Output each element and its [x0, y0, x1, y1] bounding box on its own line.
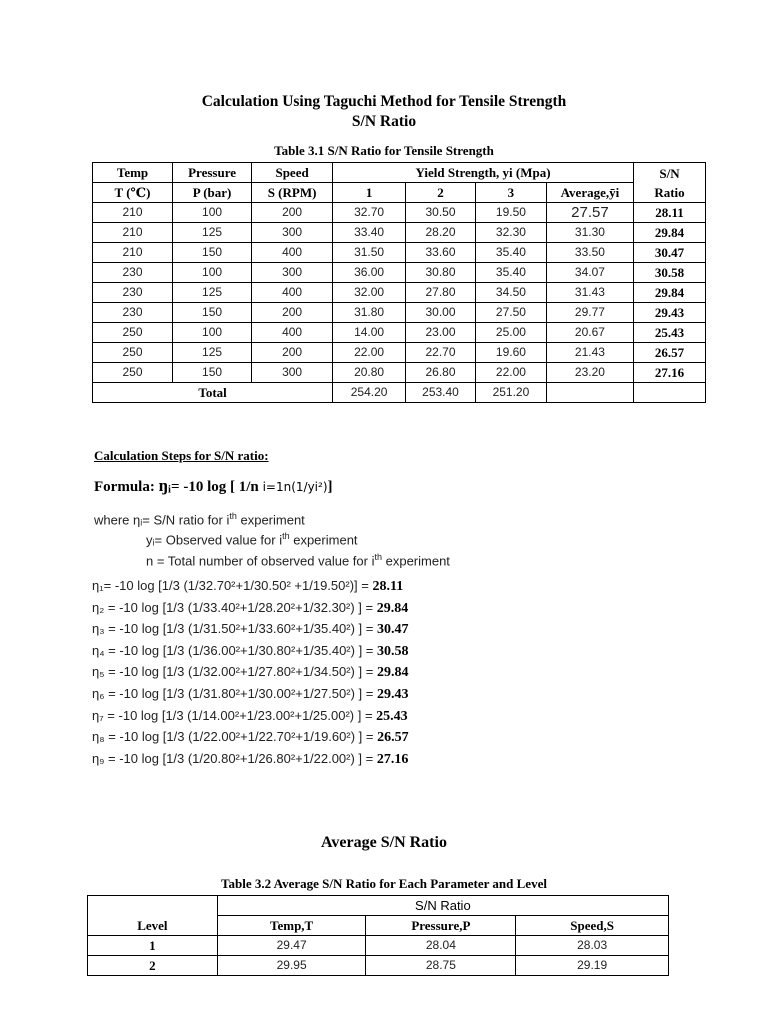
cell-sn-ratio: 26.57: [634, 343, 706, 363]
cell-pressure: 100: [173, 323, 252, 343]
table-row: [93, 323, 706, 343]
table-row: [93, 203, 706, 223]
total-avg-empty: [546, 383, 633, 403]
cell-temp: 210: [93, 243, 173, 263]
cell-speed: 400: [252, 243, 333, 263]
cell-average: 34.07: [546, 263, 633, 283]
cell-pressure: 150: [173, 363, 252, 383]
cell-y1: 20.80: [333, 363, 406, 383]
total-sn-empty: [634, 383, 706, 403]
average-sn-title: Average S/N Ratio: [321, 834, 447, 851]
formula-main: = -10 log [ 1/n: [171, 479, 259, 495]
table-row: [93, 283, 706, 303]
sn-equation-result: 30.47: [376, 622, 409, 638]
sn-equation-1: η₁= -10 log [1/3 (1/32.70²+1/30.50² +1/19.50²)] = 28.11: [92, 578, 404, 594]
cell-temp: 250: [93, 323, 173, 343]
header-pressure: Pressure: [173, 163, 252, 183]
table-row: [93, 343, 706, 363]
cell-temp: 210: [93, 203, 173, 223]
table-row: [93, 243, 706, 263]
header-y2: 2: [406, 183, 476, 203]
cell-average: 31.43: [546, 283, 633, 303]
average-sn-table: [87, 895, 669, 976]
cell-pressure-avg: 28.75: [366, 956, 516, 976]
where-line-3: n = Total number of observed value for $i^{th}$ experiment: [146, 551, 450, 568]
cell-y1: 33.40: [333, 223, 406, 243]
cell-sn-ratio: 30.58: [634, 263, 706, 283]
cell-pressure: 125: [173, 223, 252, 243]
table1-caption: Table 3.1 S/N Ratio for Tensile Strength: [274, 143, 494, 158]
formula-end: ]: [327, 479, 333, 495]
table-row: [88, 936, 669, 956]
formula-sum: i=1n(1/yi²): [258, 480, 328, 494]
cell-y2: 27.80: [406, 283, 476, 303]
cell-temp: 230: [93, 263, 173, 283]
cell-sn-ratio: 30.47: [634, 243, 706, 263]
header-pressure-p: Pressure,P: [366, 916, 516, 936]
cell-sn-ratio: 29.84: [634, 223, 706, 243]
sn-equation-5: η₅ = -10 log [1/3 (1/32.00²+1/27.80²+1/34.50²) ] = 29.84: [92, 664, 409, 681]
cell-sn-ratio: 29.43: [634, 303, 706, 323]
cell-y2: 23.00: [406, 323, 476, 343]
cell-average: 21.43: [546, 343, 633, 363]
header-temp: Temp: [93, 163, 173, 183]
cell-y1: 14.00: [333, 323, 406, 343]
header-pressure-unit: P (bar): [173, 183, 252, 203]
formula: [94, 476, 333, 496]
cell-average: 31.30: [546, 223, 633, 243]
cell-average: 23.20: [546, 363, 633, 383]
cell-level: 2: [88, 956, 218, 976]
cell-y2: 30.00: [406, 303, 476, 323]
sn-equation-4: η₄ = -10 log [1/3 (1/36.00²+1/30.80²+1/35.40²) ] = 30.58: [92, 642, 409, 659]
cell-speed: 400: [252, 283, 333, 303]
cell-pressure: 125: [173, 283, 252, 303]
cell-pressure: 150: [173, 243, 252, 263]
sn-equations: [92, 576, 409, 770]
header-y3: 3: [475, 183, 546, 203]
cell-y2: 22.70: [406, 343, 476, 363]
formula-label: Formula:: [94, 479, 155, 495]
cell-speed: 400: [252, 323, 333, 343]
cell-temp-avg: 29.95: [217, 956, 366, 976]
table2-caption: Table 3.2 Average S/N Ratio for Each Parameter and Level: [221, 876, 547, 891]
header-average: Average,ȳi: [546, 183, 633, 203]
cell-speed: 200: [252, 343, 333, 363]
cell-average: 29.77: [546, 303, 633, 323]
header-speed-unit: S (RPM): [252, 183, 333, 203]
total-y3: 251.20: [475, 383, 546, 403]
cell-y2: 33.60: [406, 243, 476, 263]
cell-sn-ratio: 29.84: [634, 283, 706, 303]
cell-y2: 28.20: [406, 223, 476, 243]
sn-equation-result: 28.11: [372, 579, 404, 594]
cell-y3: 25.00: [475, 323, 546, 343]
cell-y1: 32.00: [333, 283, 406, 303]
cell-y3: 32.30: [475, 223, 546, 243]
header-sn-ratio-group: S/N Ratio: [217, 896, 668, 916]
sn-ratio-table: [92, 162, 706, 403]
cell-speed: 300: [252, 263, 333, 283]
cell-y3: 35.40: [475, 263, 546, 283]
table-row: [93, 363, 706, 383]
where-line-2: yᵢ= Observed value for $i^{th}$ experiment: [146, 531, 358, 548]
cell-pressure-avg: 28.04: [366, 936, 516, 956]
cell-sn-ratio: 25.43: [634, 323, 706, 343]
sn-equation-result: 29.43: [376, 686, 409, 702]
table-row: [93, 303, 706, 323]
table-row: [93, 223, 706, 243]
total-label: Total: [93, 383, 333, 403]
sn-equation-8: η₈ = -10 log [1/3 (1/22.00²+1/22.70²+1/19.60²) ] = 26.57: [92, 729, 409, 746]
cell-temp: 250: [93, 343, 173, 363]
cell-y3: 19.60: [475, 343, 546, 363]
cell-sn-ratio: 27.16: [634, 363, 706, 383]
where-definitions: [94, 508, 450, 569]
cell-y1: 36.00: [333, 263, 406, 283]
sn-equation-3: η₃ = -10 log [1/3 (1/31.50²+1/33.60²+1/35.40²) ] = 30.47: [92, 621, 409, 638]
cell-speed: 200: [252, 203, 333, 223]
cell-speed: 300: [252, 223, 333, 243]
sn-equation-6: η₆ = -10 log [1/3 (1/31.80²+1/30.00²+1/27.50²) ] = 29.43: [92, 685, 409, 702]
cell-temp: 230: [93, 283, 173, 303]
header-level: Level: [88, 896, 218, 936]
formula-eta: ŋᵢ: [158, 476, 172, 495]
table-row: [93, 263, 706, 283]
cell-y3: 35.40: [475, 243, 546, 263]
cell-pressure: 150: [173, 303, 252, 323]
cell-pressure: 100: [173, 263, 252, 283]
cell-y3: 34.50: [475, 283, 546, 303]
header-temp-t: Temp,T: [217, 916, 366, 936]
sn-equation-result: 29.84: [376, 600, 409, 616]
sn-equation-9: η₉ = -10 log [1/3 (1/20.80²+1/26.80²+1/22.00²) ] = 27.16: [92, 750, 409, 767]
sn-equation-2: η₂ = -10 log [1/3 (1/33.40²+1/28.20²+1/32.30²) ] = 29.84: [92, 599, 409, 616]
sn-equation-result: 30.58: [377, 643, 409, 659]
sn-equation-result: 25.43: [376, 708, 408, 724]
cell-speed-avg: 28.03: [516, 936, 669, 956]
cell-y1: 22.00: [333, 343, 406, 363]
cell-temp-avg: 29.47: [217, 936, 366, 956]
header-temp-unit: T (℃): [93, 183, 173, 203]
calc-steps-heading: Calculation Steps for S/N ratio:: [94, 448, 269, 463]
header-speed-s: Speed,S: [516, 916, 669, 936]
cell-speed-avg: 29.19: [516, 956, 669, 976]
cell-temp: 210: [93, 223, 173, 243]
header-yield-strength: Yield Strength, yi (Mpa): [333, 163, 634, 183]
header-sn-ratio: S/N Ratio: [634, 163, 706, 203]
cell-temp: 230: [93, 303, 173, 323]
page-title: Calculation Using Taguchi Method for Tensile Strength: [201, 93, 567, 110]
cell-y1: 32.70: [333, 203, 406, 223]
cell-y2: 30.50: [406, 203, 476, 223]
cell-y3: 22.00: [475, 363, 546, 383]
cell-y3: 27.50: [475, 303, 546, 323]
cell-y1: 31.80: [333, 303, 406, 323]
total-y2: 253.40: [406, 383, 476, 403]
cell-temp: 250: [93, 363, 173, 383]
cell-y2: 30.80: [406, 263, 476, 283]
table-row: [88, 956, 669, 976]
total-y1: 254.20: [333, 383, 406, 403]
cell-speed: 200: [252, 303, 333, 323]
sn-equation-result: 26.57: [377, 730, 409, 746]
cell-y1: 31.50: [333, 243, 406, 263]
cell-average: 27.57: [546, 203, 633, 223]
cell-sn-ratio: 28.11: [634, 203, 706, 223]
cell-average: 33.50: [546, 243, 633, 263]
cell-average: 20.67: [546, 323, 633, 343]
sn-equation-result: 29.84: [376, 665, 409, 681]
cell-pressure: 125: [173, 343, 252, 363]
header-speed: Speed: [252, 163, 333, 183]
sn-equation-7: η₇ = -10 log [1/3 (1/14.00²+1/23.00²+1/25.00²) ] = 25.43: [92, 707, 408, 724]
cell-y3: 19.50: [475, 203, 546, 223]
cell-speed: 300: [252, 363, 333, 383]
page-subtitle: S/N Ratio: [351, 113, 417, 130]
cell-y2: 26.80: [406, 363, 476, 383]
cell-level: 1: [88, 936, 218, 956]
header-y1: 1: [333, 183, 406, 203]
sn-equation-result: 27.16: [376, 751, 409, 767]
where-line-1: where ηᵢ= S/N ratio for $i^{th}$ experiment: [94, 511, 305, 528]
cell-pressure: 100: [173, 203, 252, 223]
